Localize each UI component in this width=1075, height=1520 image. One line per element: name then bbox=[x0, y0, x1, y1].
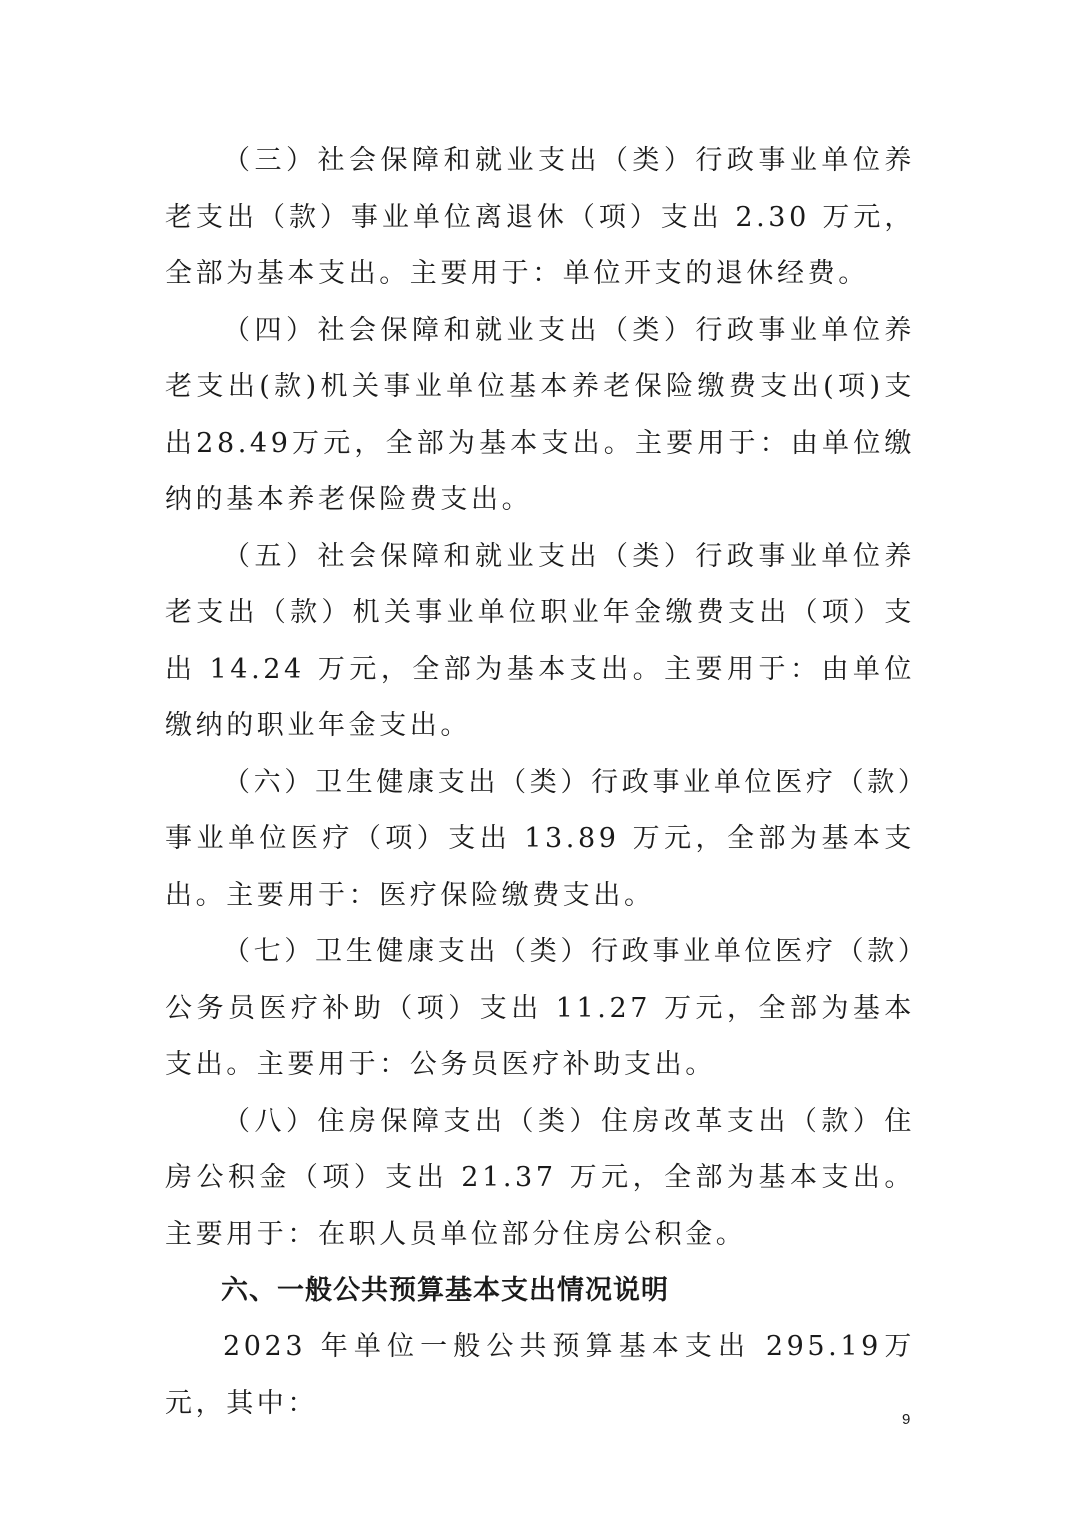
section-heading: 六、一般公共预算基本支出情况说明 bbox=[221, 1275, 669, 1306]
paragraph-item-4: （四）社会保障和就业支出（类）行政事业单位养老支出(款)机关事业单位基本养老保险缴费支出(项)支出28.49万元，全部为基本支出。主要用于：由单位缴纳的基本养老保险费支出。 bbox=[165, 314, 915, 515]
page-number: 9 bbox=[902, 1411, 911, 1428]
paragraph-item-5: （五）社会保障和就业支出（类）行政事业单位养老支出（款）机关事业单位职业年金缴费支出（项）支出 14.24 万元，全部为基本支出。主要用于：由单位缴纳的职业年金支出。 bbox=[165, 540, 915, 741]
paragraph-item-3: （三）社会保障和就业支出（类）行政事业单位养老支出（款）事业单位离退休（项）支出 2.30 万元，全部为基本支出。主要用于：单位开支的退休经费。 bbox=[165, 145, 915, 289]
paragraph-item-7: （七）卫生健康支出（类）行政事业单位医疗（款）公务员医疗补助（项）支出 11.27 万元，全部为基本支出。主要用于：公务员医疗补助支出。 bbox=[165, 936, 915, 1080]
paragraph-item-6: （六）卫生健康支出（类）行政事业单位医疗（款）事业单位医疗（项）支出 13.89 万元，全部为基本支出。主要用于：医疗保险缴费支出。 bbox=[165, 766, 915, 911]
paragraph-item-8: （八）住房保障支出（类）住房改革支出（款）住房公积金（项）支出 21.37 万元，全部为基本支出。主要用于：在职人员单位部分住房公积金。 bbox=[165, 1105, 915, 1250]
closing-paragraph: 2023 年单位一般公共预算基本支出 295.19万元，其中： bbox=[165, 1331, 915, 1419]
document-body bbox=[165, 133, 915, 1432]
